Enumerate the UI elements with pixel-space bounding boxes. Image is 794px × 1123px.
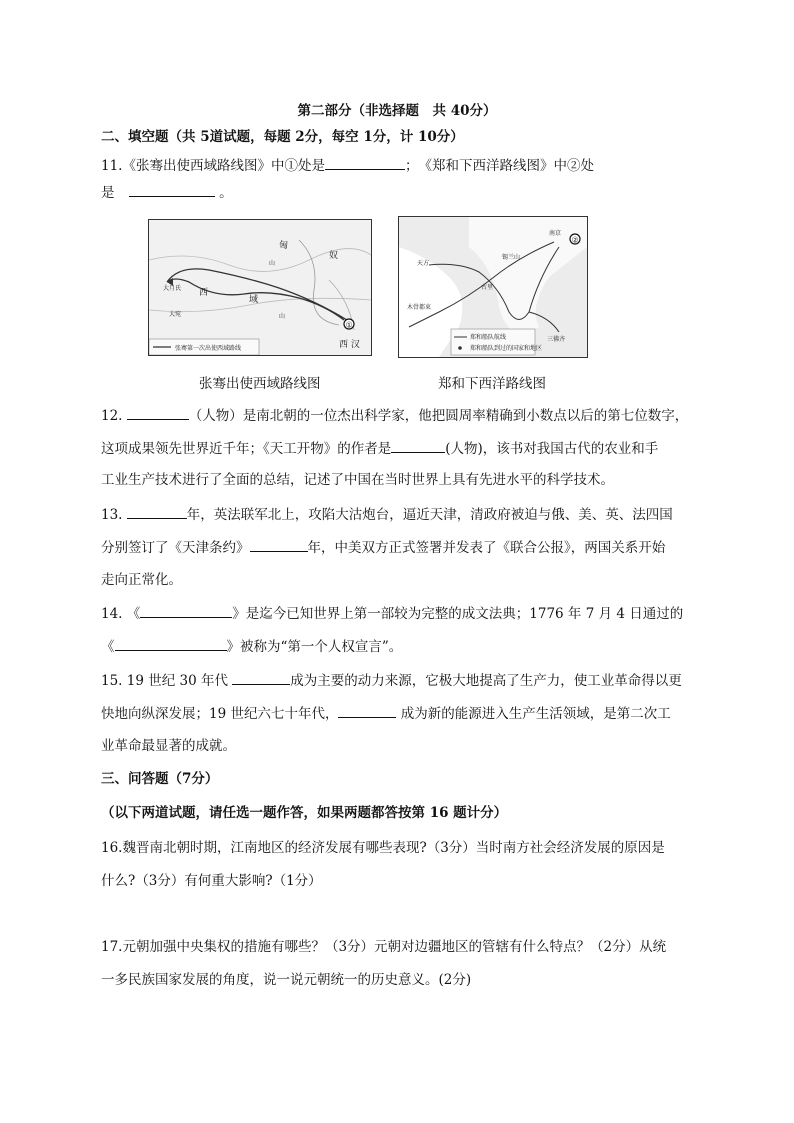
q13-blank-1[interactable] xyxy=(127,504,187,519)
q12-text-b: 这项成果领先世界近千年；《天工开物》的作者是 xyxy=(101,441,392,457)
q13-text-c: 年，中美双方正式签署并发表了《联合公报》，两国关系开始 xyxy=(307,540,666,556)
q12-blank-2[interactable] xyxy=(391,438,445,453)
map2-marker-2-glyph: ② xyxy=(571,235,579,245)
map2-label-sanfoqi: 三佛齐 xyxy=(547,336,566,343)
map1-label-dayuezhi: 大月氏 xyxy=(163,285,182,292)
question-15-line-3: 业革命最显著的成就。 xyxy=(101,738,236,754)
map2-marker-2 xyxy=(570,234,580,245)
section-qa-heading: 三、问答题（7分） xyxy=(101,771,219,787)
map1-label-dawan: 大宛 xyxy=(169,311,182,318)
question-15-line-2 xyxy=(101,703,671,724)
question-14-line-1 xyxy=(101,603,683,624)
q12-text-c: (人物)，该书对我国古代的农业和手 xyxy=(445,441,659,457)
map2-label-nanjing: 南京 xyxy=(549,230,562,237)
q11-text-c: 是 xyxy=(101,185,115,201)
map1-label-shan-1: 山 xyxy=(269,260,276,267)
zhang-qian-route-map xyxy=(148,219,372,356)
q11-text-d: 。 xyxy=(219,185,233,201)
q11-blank-1[interactable] xyxy=(325,155,405,170)
map1-label-xiongnu-1: 匈 xyxy=(279,241,289,251)
q11-text-b: ； 《郑和下西洋路线图》中②处 xyxy=(404,158,594,174)
part-title: 第二部分（非选择题 共 40分） xyxy=(297,103,497,119)
question-17-line-1: 17.元朝加强中央集权的措施有哪些？（3分）元朝对边疆地区的管辖有什么特点？（2分）从统 xyxy=(101,939,667,955)
q13-number: 13. xyxy=(101,507,127,523)
map1-label-xiyu-1: 西 xyxy=(199,288,209,298)
question-16-line-2: 什么?（3分）有何重大影响?（1分） xyxy=(101,873,322,889)
map2-legend-route: 郑和船队航线 xyxy=(470,334,507,341)
question-16-line-1: 16.魏晋南北朝时期，江南地区的经济发展有哪些表现?（3分）当时南方社会经济发展的原因是 xyxy=(101,840,665,856)
q11-text-a: 11.《张骞出使西域路线图》中①处是 xyxy=(101,158,325,174)
question-17-line-2: 一多民族国家发展的角度，说一说元朝统一的历史意义。(2分) xyxy=(101,972,472,988)
map1-legend: 张骞第一次出使西域路线 xyxy=(175,345,242,352)
q12-blank-1[interactable] xyxy=(127,405,189,420)
q13-blank-2[interactable] xyxy=(250,537,308,552)
map2-legend-places: 郑和船队到过的国家和地区 xyxy=(470,345,543,352)
map1-marker-1-glyph: ① xyxy=(345,320,353,330)
map1-label-han: 西 汉 xyxy=(339,340,360,350)
q14-text-c: 《 xyxy=(101,639,115,655)
map2-caption: 郑和下西洋路线图 xyxy=(438,376,546,392)
map1-marker-1 xyxy=(344,319,354,330)
map1-label-xiyu-2: 域 xyxy=(249,295,259,305)
q14-text-d: 》被称为“第一个人权宣言”。 xyxy=(226,639,403,655)
q15-text-c: 快地向纵深发展；19 世纪六七十年代， xyxy=(101,706,339,722)
q14-text-a: 14. 《 xyxy=(101,606,141,622)
question-12-line-1 xyxy=(101,405,688,426)
q15-blank-1[interactable] xyxy=(232,670,290,685)
q13-text-a: 年，英法联军北上，攻陷大沽炮台，逼近天津，清政府被迫与俄、美、英、法四国 xyxy=(186,507,673,523)
map2-label-xilan: 锡兰山 xyxy=(502,254,521,261)
question-15-line-1 xyxy=(101,670,682,691)
section-fill-in-heading: 二、填空题（共 5道试题，每题 2分，每空 1分，计 10分） xyxy=(101,129,464,145)
question-12-line-3: 工业生产技术进行了全面的总结，记述了中国在当时世界上具有先进水平的科学技术。 xyxy=(101,472,614,488)
map1-label-shan-2: 山 xyxy=(279,313,286,320)
map1-caption: 张骞出使西域路线图 xyxy=(199,376,321,392)
map1-label-xiongnu-2: 奴 xyxy=(329,251,339,261)
q14-text-b: 》是迄今已知世界上第一部较为完整的成文法典；1776 年 7 月 4 日通过的 xyxy=(232,606,684,622)
question-11-line-2 xyxy=(101,182,233,203)
question-11-line-1 xyxy=(101,155,594,176)
q15-text-d: 成为新的能源进入生产生活领域，是第二次工 xyxy=(396,706,671,722)
question-13-line-1 xyxy=(101,504,673,525)
q14-blank-1[interactable] xyxy=(140,603,232,618)
q15-blank-2[interactable] xyxy=(338,703,396,718)
section-qa-note: （以下两道试题，请任选一题作答，如果两题都答按第 16 题计分） xyxy=(101,805,508,821)
q14-blank-2[interactable] xyxy=(115,636,227,651)
q12-number: 12. xyxy=(101,408,127,424)
map2-label-tianfang: 天方 xyxy=(417,260,430,267)
q11-blank-2[interactable] xyxy=(129,182,215,197)
q12-text-a: （人物）是南北朝的一位杰出科学家，他把圆周率精确到小数点以后的第七位数字， xyxy=(188,408,689,424)
question-14-line-2 xyxy=(101,636,402,657)
map2-label-muguduchu: 木骨都束 xyxy=(407,304,432,311)
map2-label-guli: 古里 xyxy=(481,284,494,291)
question-13-line-3: 走向正常化。 xyxy=(101,572,182,588)
question-13-line-2 xyxy=(101,537,665,558)
question-12-line-2 xyxy=(101,438,658,459)
q15-text-a: 15. 19 世纪 30 年代 xyxy=(101,673,233,689)
zheng-he-voyage-map xyxy=(398,216,588,358)
q13-text-b: 分别签订了《天津条约》 xyxy=(101,540,250,556)
q15-text-b: 成为主要的动力来源，它极大地提高了生产力，使工业革命得以更 xyxy=(290,673,682,689)
